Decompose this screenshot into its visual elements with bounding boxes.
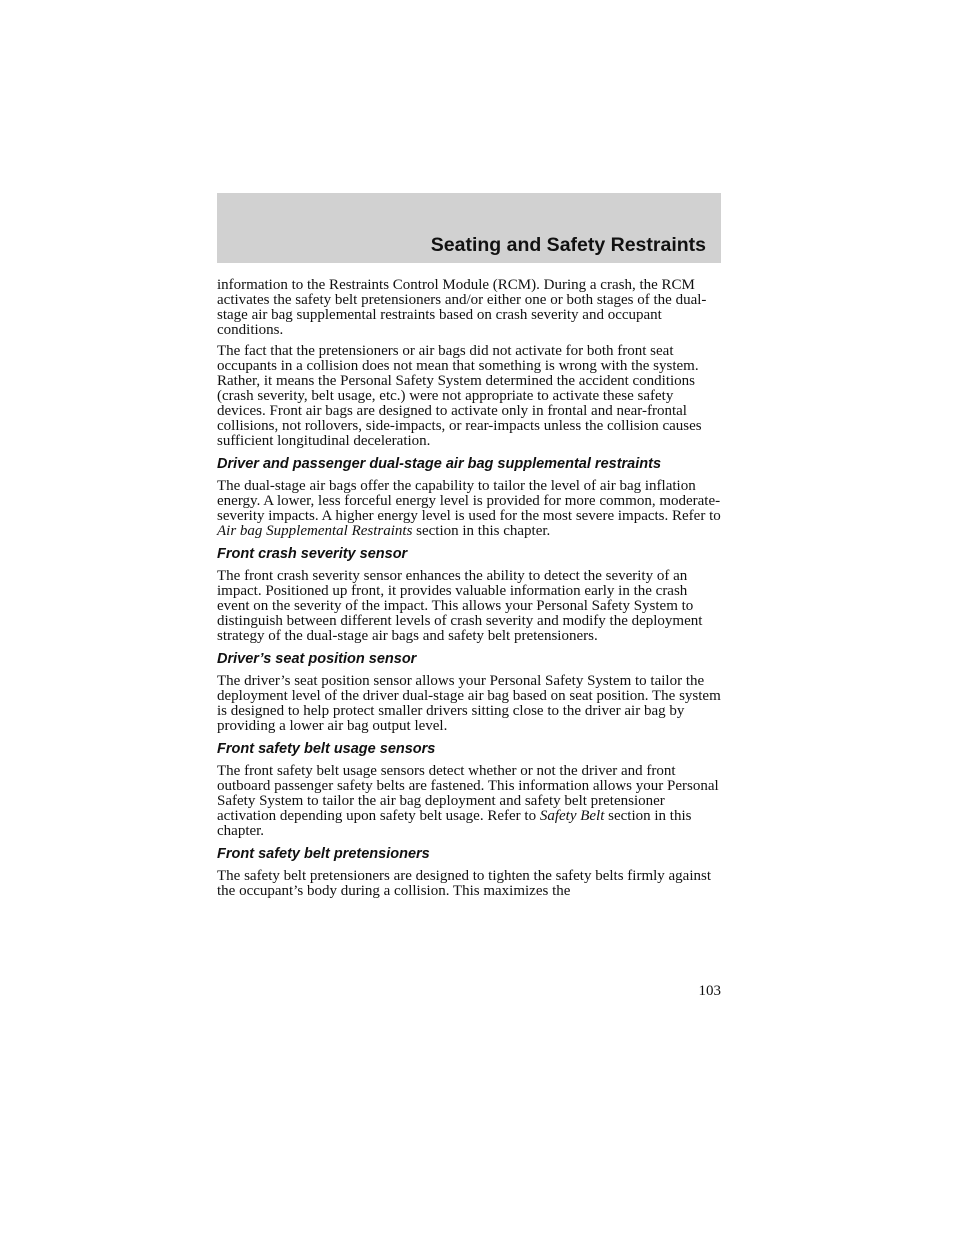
paragraph-dual-stage [217, 479, 721, 539]
heading-seat-position-sensor: Driver’s seat position sensor [217, 651, 417, 667]
text-segment: The front safety belt usage sensors detect whether or not the driver and front outboard passenger safety belts are fastened. This information allows your Personal Safety System to tailor the air bag deployment and safety belt pretensioner activation depending upon safety belt usage. Refer to [217, 763, 719, 824]
paragraph-crash-severity: The front crash severity sensor enhances the ability to detect the severity of an impact. Positioned up front, it provides valuable information early in the crash event on the severity of the impact. This allows your Personal Safety System to distinguish between different levels of crash severity and modify the deployment strategy of the dual-stage air bags and safety belt pretensioners. [217, 568, 703, 644]
page-body [217, 278, 721, 905]
text-segment: section in this chapter. [217, 808, 692, 839]
heading-belt-pretensioners: Front safety belt pretensioners [217, 846, 430, 862]
reference-safety-belt: Safety Belt [539, 808, 605, 824]
paragraph-seat-position: The driver’s seat position sensor allows your Personal Safety System to tailor the deployment level of the driver dual-stage air bag based on seat position. The system is designed to help protect smaller drivers sitting close to the driver air bag by providing a lower air bag output level. [217, 673, 721, 734]
section-title: Seating and Safety Restraints [430, 234, 706, 256]
reference-air-bag: Air bag Supplemental Restraints [217, 523, 413, 539]
section-header [217, 193, 721, 263]
paragraph-belt-usage [217, 764, 721, 839]
heading-dual-stage-air-bag: Driver and passenger dual-stage air bag supplemental restraints [217, 456, 662, 472]
paragraph-activation: The fact that the pretensioners or air bags did not activate for both front seat occupants in a collision does not mean that something is wrong with the system. Rather, it means the Personal Safety System determined the accident conditions (crash severity, belt usage, etc.) were not appropriate to activate these safety devices. Front air bags are designed to activate only in frontal and near-frontal collisions, not rollovers, side-impacts, or rear-impacts unless the collision causes sufficient longitudinal deceleration. [217, 343, 702, 449]
paragraph-rcm: information to the Restraints Control Module (RCM). During a crash, the RCM activates the safety belt pretensioners and/or either one or both stages of the dual-stage air bag supplemental restraints based on crash severity and occupant conditions. [217, 277, 707, 338]
page-number: 103 [698, 983, 721, 999]
text-segment: The dual-stage air bags offer the capability to tailor the level of air bag inflation energy. A lower, less forceful energy level is provided for more common, moderate-severity impacts. A higher energy level is used for the most severe impacts. Refer to [217, 478, 721, 524]
heading-crash-severity-sensor: Front crash severity sensor [217, 546, 408, 562]
text-segment: section in this chapter. [412, 523, 551, 539]
paragraph-pretensioners: The safety belt pretensioners are designed to tighten the safety belts firmly against the occupant’s body during a collision. This maximizes the [217, 868, 712, 899]
heading-belt-usage-sensors: Front safety belt usage sensors [217, 741, 436, 757]
